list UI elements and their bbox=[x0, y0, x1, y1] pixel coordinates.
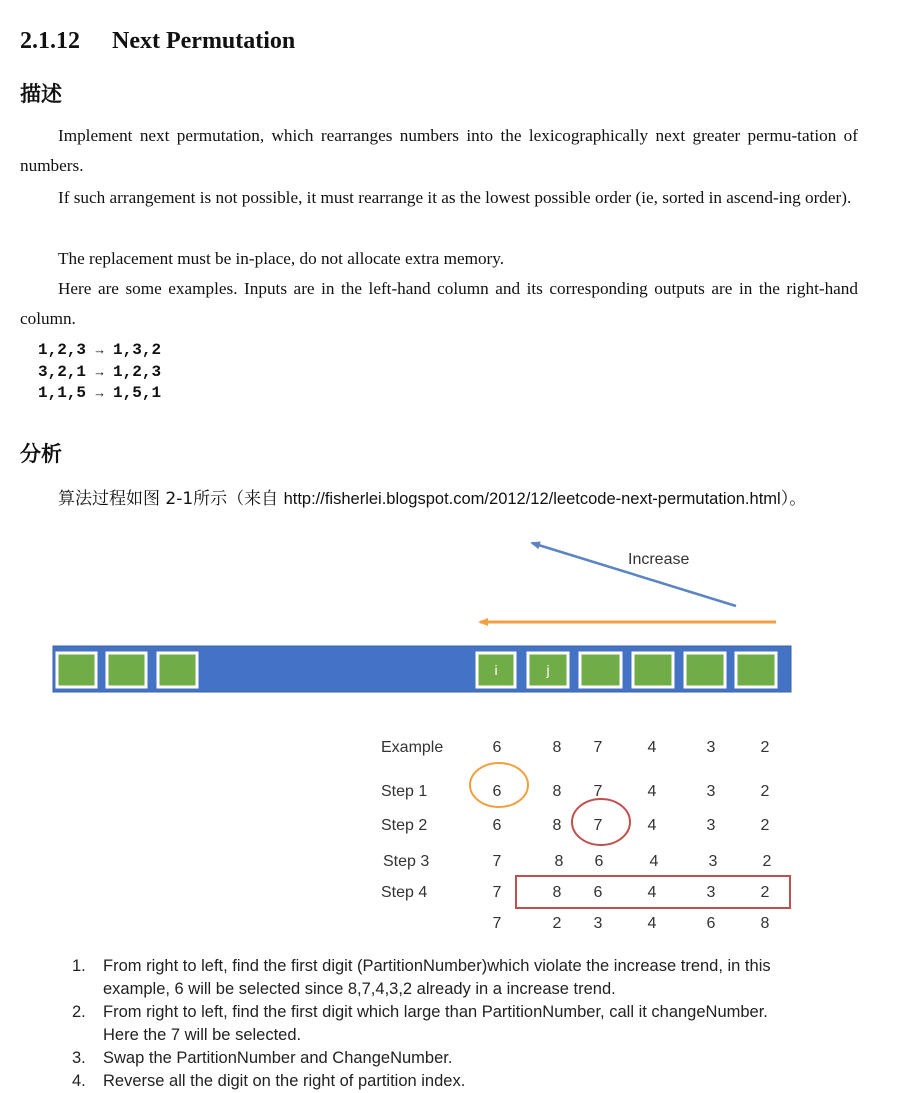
description-paragraph-1: Implement next permutation, which rearranges numbers into the lexicographically next greater permu-tation of numbers. bbox=[20, 126, 858, 175]
source-link[interactable]: http://fisherlei.blogspot.com/2012/12/leetcode-next-permutation.html bbox=[283, 490, 781, 508]
row-value: 6 bbox=[492, 783, 502, 800]
row-value: 4 bbox=[647, 783, 657, 800]
list-item: 1. From right to left, find the first digit (PartitionNumber)which violate the increase trend, in this example, 6 will be selected since 8,7,4,3,2 already in a increase trend. bbox=[72, 957, 771, 998]
row-value: 4 bbox=[647, 915, 657, 932]
row-value: 6 bbox=[593, 884, 603, 901]
description-paragraph-4: Here are some examples. Inputs are in the left-hand column and its corresponding outputs are in the right-hand column. bbox=[20, 279, 858, 328]
row-value: 2 bbox=[760, 884, 770, 901]
cell-j-label: j bbox=[546, 662, 550, 678]
array-cell bbox=[685, 653, 725, 687]
row-label: Step 2 bbox=[381, 817, 428, 834]
steps-list bbox=[72, 955, 792, 1093]
row-value: 7 bbox=[593, 783, 603, 800]
description-heading: 描述 bbox=[20, 82, 62, 106]
example-line: 1,1,5 → 1,5,1 bbox=[38, 384, 162, 402]
row-label: Step 1 bbox=[381, 783, 428, 800]
cell-i-label: i bbox=[494, 662, 498, 678]
row-value: 3 bbox=[706, 739, 716, 756]
row-label: Step 3 bbox=[383, 853, 430, 870]
row-value: 3 bbox=[706, 783, 716, 800]
row-value: 8 bbox=[554, 853, 564, 870]
array-cell bbox=[158, 653, 197, 687]
array-cell bbox=[633, 653, 673, 687]
row-value: 4 bbox=[647, 884, 657, 901]
row-label: Example bbox=[381, 739, 444, 756]
row-value: 2 bbox=[760, 817, 770, 834]
row-value: 8 bbox=[552, 783, 562, 800]
row-value: 2 bbox=[760, 739, 770, 756]
row-value: 6 bbox=[706, 915, 716, 932]
array-cell bbox=[580, 653, 621, 687]
example-line: 3,2,1 → 1,2,3 bbox=[38, 362, 162, 381]
description-paragraph-2: If such arrangement is not possible, it must rearrange it as the lowest possible order (ie, sorted in ascend-ing order). bbox=[58, 188, 852, 207]
row-value: 7 bbox=[593, 817, 603, 834]
section-number: 2.1.12 bbox=[20, 28, 80, 54]
section-title bbox=[20, 28, 295, 55]
row-value: 6 bbox=[594, 853, 604, 870]
row-value: 6 bbox=[492, 817, 502, 834]
row-value: 4 bbox=[649, 853, 659, 870]
row-value: 8 bbox=[552, 817, 562, 834]
examples-block bbox=[38, 340, 161, 405]
row-value: 4 bbox=[647, 739, 657, 756]
analysis-text: 算法过程如图 2-1所示（来自 http://fisherlei.blogspot.com/2012/12/leetcode-next-permutation.html）。 bbox=[58, 489, 807, 509]
row-value: 3 bbox=[706, 817, 716, 834]
row-value: 4 bbox=[647, 817, 657, 834]
list-item: 3. Swap the PartitionNumber and ChangeNumber. bbox=[72, 1049, 453, 1067]
array-cell bbox=[107, 653, 146, 687]
row-value: 7 bbox=[593, 739, 603, 756]
row-value: 7 bbox=[492, 884, 502, 901]
description-paragraph-3: The replacement must be in-place, do not allocate extra memory. bbox=[58, 249, 505, 268]
list-item: 2. From right to left, find the first digit which large than PartitionNumber, call it changeNumber. Here the 7 will be selected. bbox=[72, 1003, 768, 1044]
row-value: 2 bbox=[552, 915, 562, 932]
row-value: 7 bbox=[492, 915, 502, 932]
row-value: 8 bbox=[552, 739, 562, 756]
row-value: 8 bbox=[552, 884, 562, 901]
array-cell bbox=[736, 653, 776, 687]
algorithm-figure bbox=[0, 530, 917, 950]
section-title-text: Next Permutation bbox=[112, 28, 296, 54]
row-value: 3 bbox=[708, 853, 718, 870]
increase-label: Increase bbox=[628, 551, 690, 568]
row-value: 8 bbox=[760, 915, 770, 932]
example-line: 1,2,3 → 1,3,2 bbox=[38, 341, 162, 359]
row-value: 2 bbox=[762, 853, 772, 870]
row-value: 7 bbox=[492, 853, 502, 870]
row-value: 2 bbox=[760, 783, 770, 800]
row-value: 6 bbox=[492, 739, 502, 756]
array-cell bbox=[57, 653, 96, 687]
row-value: 3 bbox=[706, 884, 716, 901]
analysis-heading: 分析 bbox=[20, 442, 62, 466]
row-value: 3 bbox=[593, 915, 603, 932]
list-item: 4. Reverse all the digit on the right of partition index. bbox=[72, 1072, 466, 1090]
row-label: Step 4 bbox=[381, 884, 428, 901]
